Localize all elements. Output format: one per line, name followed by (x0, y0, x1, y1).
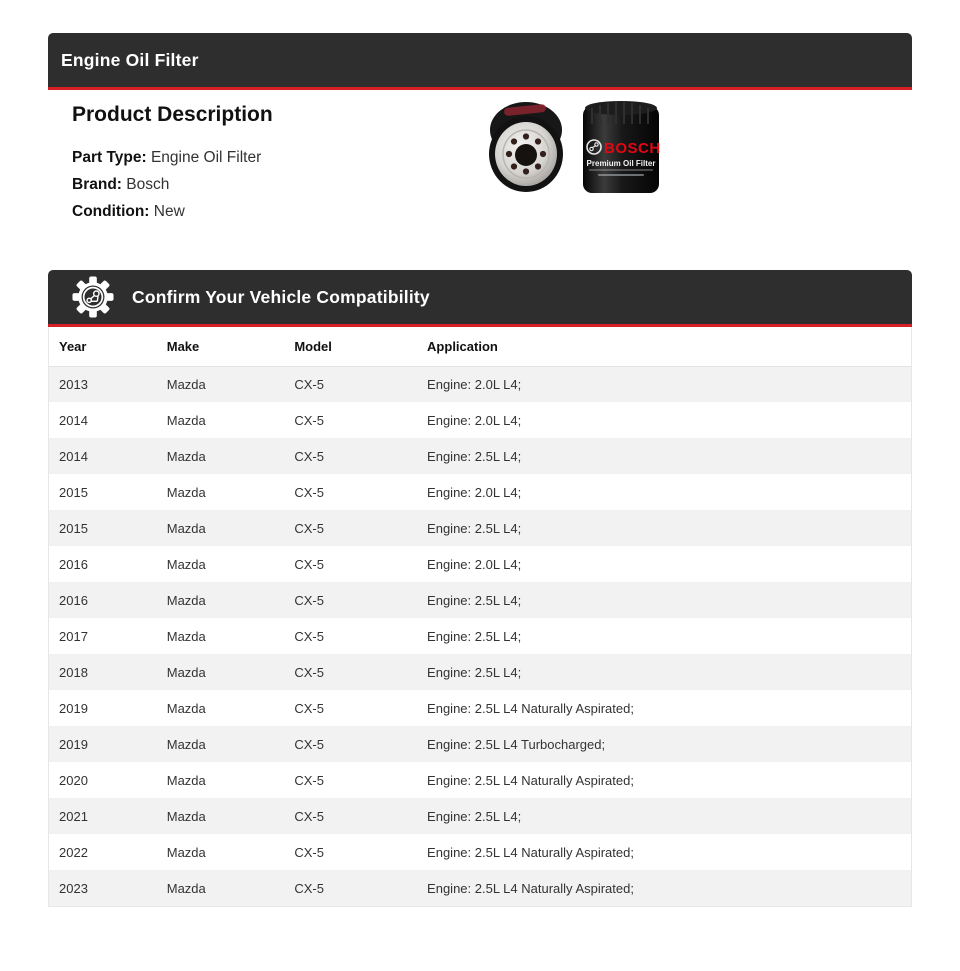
table-row (49, 690, 911, 726)
table-row (49, 618, 911, 654)
table-cell: Mazda (166, 664, 206, 680)
table-cell: 2013 (59, 376, 88, 392)
fitment-table-wrap (48, 327, 912, 907)
table-cell: 2019 (59, 736, 88, 752)
table-row (49, 834, 911, 870)
product-images (488, 96, 662, 196)
table-cell: 2020 (59, 772, 88, 788)
table-cell: 2014 (59, 448, 88, 464)
table-cell: 2017 (59, 628, 88, 644)
table-cell: Engine: 2.0L L4; (427, 484, 522, 500)
table-row (49, 870, 911, 906)
table-row (49, 510, 911, 546)
product-description-section (48, 90, 912, 270)
table-cell: Engine: 2.5L L4 Naturally Aspirated; (427, 700, 634, 716)
table-cell: Mazda (166, 448, 206, 464)
table-row (49, 366, 911, 402)
table-cell: Engine: 2.5L L4; (427, 808, 522, 824)
table-row (49, 546, 911, 582)
table-cell: Mazda (166, 700, 206, 716)
table-cell: 2021 (59, 808, 88, 824)
table-cell: 2016 (59, 556, 88, 572)
table-cell: Mazda (166, 808, 206, 824)
filter-label-text: Premium Oil Filter (586, 159, 656, 168)
oil-filter-side-view-image (580, 98, 662, 196)
table-cell: CX-5 (294, 592, 324, 608)
fitment-table (49, 327, 911, 906)
table-cell: Mazda (166, 880, 206, 896)
table-cell: Engine: 2.5L L4 Naturally Aspirated; (427, 772, 634, 788)
compatibility-title: Confirm Your Vehicle Compatibility (132, 286, 430, 307)
table-cell: Engine: 2.5L L4 Naturally Aspirated; (427, 880, 634, 896)
fitment-table-body (49, 366, 911, 906)
table-cell: CX-5 (294, 700, 324, 716)
table-cell: 2019 (59, 700, 88, 716)
table-cell: CX-5 (294, 556, 324, 572)
table-cell: Engine: 2.5L L4; (427, 664, 522, 680)
table-cell: CX-5 (294, 772, 324, 788)
table-row (49, 402, 911, 438)
product-description-heading: Product Description (72, 103, 273, 126)
detail-value: New (153, 203, 185, 220)
detail-value: Engine Oil Filter (150, 149, 262, 166)
table-cell: Engine: 2.5L L4; (427, 628, 522, 644)
table-cell: Mazda (166, 484, 206, 500)
table-cell: Engine: 2.5L L4; (427, 448, 522, 464)
table-cell: 2015 (59, 520, 88, 536)
table-cell: 2015 (59, 484, 88, 500)
table-cell: Mazda (166, 772, 206, 788)
product-details (48, 144, 912, 225)
page-content (48, 33, 912, 907)
detail-label: Condition: (72, 203, 150, 220)
column-header-model: Model (284, 327, 417, 366)
table-cell: Engine: 2.5L L4; (427, 592, 522, 608)
detail-value: Bosch (126, 176, 170, 193)
table-cell: Mazda (166, 628, 206, 644)
table-cell: Engine: 2.5L L4 Naturally Aspirated; (427, 844, 634, 860)
detail-condition (72, 198, 912, 225)
table-cell: 2014 (59, 412, 88, 428)
table-cell: Engine: 2.0L L4; (427, 556, 522, 572)
table-cell: Engine: 2.5L L4; (427, 520, 522, 536)
table-row (49, 726, 911, 762)
table-cell: 2018 (59, 664, 88, 680)
table-row (49, 762, 911, 798)
table-row (49, 438, 911, 474)
oil-filter-bottom-view-image (488, 96, 564, 196)
table-cell: CX-5 (294, 880, 324, 896)
product-title-bar (48, 33, 912, 90)
table-cell: CX-5 (294, 520, 324, 536)
table-cell: CX-5 (294, 448, 324, 464)
column-header-year: Year (49, 327, 157, 366)
table-cell: CX-5 (294, 628, 324, 644)
table-cell: Mazda (166, 736, 206, 752)
table-header-row (49, 327, 911, 366)
table-cell: Engine: 2.5L L4 Turbocharged; (427, 736, 606, 752)
table-row (49, 654, 911, 690)
table-cell: Mazda (166, 520, 206, 536)
table-cell: Mazda (166, 556, 206, 572)
table-cell: CX-5 (294, 484, 324, 500)
table-cell: CX-5 (294, 376, 324, 392)
table-cell: Mazda (166, 412, 206, 428)
detail-label: Part Type: (72, 149, 147, 166)
table-cell: Engine: 2.0L L4; (427, 412, 522, 428)
table-cell: CX-5 (294, 664, 324, 680)
table-cell: CX-5 (294, 412, 324, 428)
page-title: Engine Oil Filter (61, 49, 199, 70)
table-cell: 2023 (59, 880, 88, 896)
table-cell: 2016 (59, 592, 88, 608)
detail-label: Brand: (72, 176, 122, 193)
table-row (49, 582, 911, 618)
table-cell: Mazda (166, 376, 206, 392)
table-cell: Mazda (166, 592, 206, 608)
gear-icon (72, 276, 114, 318)
table-cell: Engine: 2.0L L4; (427, 376, 522, 392)
table-cell: CX-5 (294, 844, 324, 860)
table-cell: CX-5 (294, 808, 324, 824)
table-cell: 2022 (59, 844, 88, 860)
table-cell: CX-5 (294, 736, 324, 752)
column-header-application: Application (417, 327, 911, 366)
column-header-make: Make (157, 327, 285, 366)
table-row (49, 474, 911, 510)
table-cell: Mazda (166, 844, 206, 860)
bosch-brand-text: BOSCH (604, 140, 661, 157)
compatibility-header-bar (48, 270, 912, 327)
table-row (49, 798, 911, 834)
